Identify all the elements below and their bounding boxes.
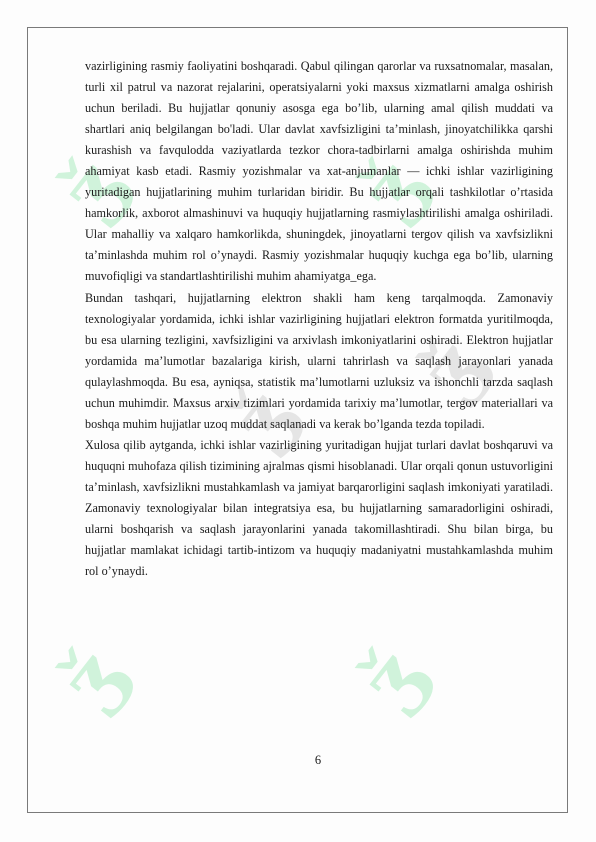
watermark-logo: ǯ — [402, 323, 502, 415]
paragraph: Bundan tashqari, hujjatlarning elektron shakli ham keng tarqalmoqda. Zamonaviy texnologiyalar yordamida, ichki ishlar vazirligining hujjatlari elektron formatda yuritilmoqda, bu esa ularning tezligini, xavfsizligini va arxivlash imkoniyatlarini oshiradi. Elektron hujjatlar yordamida ma’lumotlar bazalariga kirish, ularni tahrirlash va saqlash jarayonlari yanada qulaylashmoqda. Bu esa, ayniqsa, statistik ma’lumotlarni uzluksiz va ishonchli tarzda saqlash uchun muhimdir. Maxsus arxiv tizimlari yordamida tarixiy ma’lumotlar, tergov materiallari va boshqa muhim hujjatlar uzoq muddat saqlanadi va kerak bo’lganda tezda topiladi. — [85, 290, 553, 431]
paragraph: vazirligining rasmiy faoliyatini boshqaradi. Qabul qilingan qarorlar va ruxsatnomalar, masalan, turli xil patrul va nazorat rejalarini, operatsiyalarni yoki maxsus xizmatlarni amalga oshirish uchun beriladi. Bu hujjatlar qonuniy asosga ega bo’lib, ularning amal qilish muddati va shartlari aniq belgilangan bo'ladi. Ular davlat xavfsizligini ta’minlash, jinoyatchilikka qarshi kurashish va favqulodda vaziyatlarda tezkor chora-tadbirlarni amalga oshirishda muhim ahamiyat kasb etadi. Rasmiy yozishmalar va xat-anjumanlar — ichki ishlar vazirligining yuritadigan hujjatlarining muhim turlaridan biridir. Bu hujjatlar orqali tashkilotlar o’rtasida hamkorlik, axborot almashinuvi va huquqiy hujjatlarning rasmiylashtirilishi amalga oshiriladi. Ular mahalliy va xalqaro hamkorlikda, shuningdek, jinoyatlarni tergov qilish va xavfsizlikni ta’minlashda muhim rol o’ynaydi. Rasmiy yozishmalar huquqiy kuchga ega bo’lib, ularning muvofiqligi va standartlashtirilishi muhim ahamiyatga_ega. — [85, 59, 553, 284]
watermark-logo: ǯ — [42, 633, 142, 725]
page-number: 6 — [314, 753, 322, 767]
watermark-logo: ǯ — [42, 143, 142, 235]
body-text — [85, 56, 553, 582]
watermark-logo: ǯ — [342, 633, 442, 725]
watermark-logo: ǯ — [342, 143, 442, 235]
paragraph: Xulosa qilib aytganda, ichki ishlar vazirligining yuritadigan hujjat turlari davlat boshqaruvi va huquqni muhofaza qilish tizimining ajralmas qismi hisoblanadi. Ular orqali qonun ustuvorligini ta’minlash, xavfsizlikni mustahkamlash va jamiyat barqarorligini saqlash imkoniyati yaratiladi. Zamonaviy texnologiyalar bilan integratsiya esa, bu hujjatlarning samaradorligini oshiradi, ularni boshqarish va saqlash jarayonlarini yanada takomillashtiradi. Shu bilan birga, bu hujjatlar mamlakat ichidagi tartib-intizom va huquqiy madaniyatni mustahkamlashda muhim rol o’ynaydi. — [85, 437, 553, 579]
watermark-logo: ǯ — [212, 373, 312, 465]
